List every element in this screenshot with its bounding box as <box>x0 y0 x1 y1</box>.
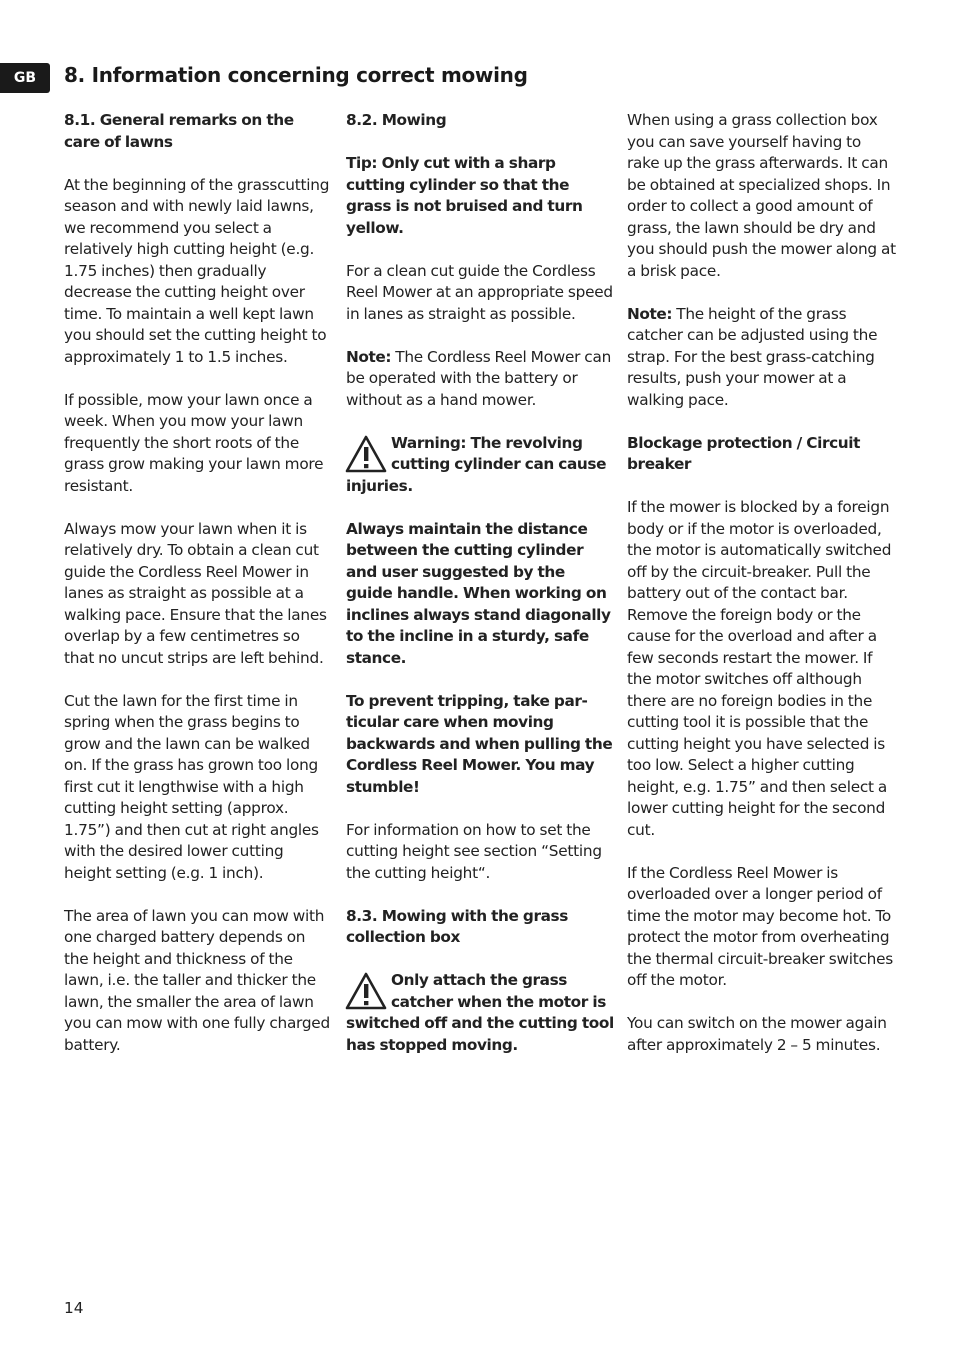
section-heading-8-1: 8.1. General remarks on the care of lawns <box>64 111 294 151</box>
warning-text: Only attach the grass catcher when the motor is switched off and the cutting tool has stopped moving. <box>346 971 614 1054</box>
note-label: Note: <box>627 304 673 323</box>
warning-block <box>346 433 614 498</box>
page-number: 14 <box>64 1299 84 1317</box>
safety-text: To prevent tripping, take par-ticular care when moving backwards and when pulling the Cordless Reel Mower. You may stumble! <box>346 691 613 796</box>
paragraph: For a clean cut guide the Cordless Reel Mower at an appropriate speed in lanes as straight as possible. <box>346 261 613 323</box>
safety-text: Always maintain the distance between the cutting cylinder and user suggested by the guide handle. When working on inclines always stand diagonally to the incline in a sturdy, safe stance. <box>346 519 611 667</box>
paragraph: Cut the lawn for the first time in spring when the grass begins to grow and the lawn can be walked on. If the grass has grown too long first cut it lengthwise with a high cutting height setting (approx. 1.75”) and then cut at right angles with the desired lower cutting height setting (e.g. 1 inch). <box>64 691 319 882</box>
language-badge: GB <box>0 63 50 93</box>
paragraph: At the beginning of the grasscutting season and with newly laid lawns, we recommend you select a relatively high cutting height (e.g. 1.75 inches) then gradually decrease the cutting height over time. To maintain a well kept lawn you should set the cutting height to approximately 1 to 1.5 inches. <box>64 175 330 366</box>
paragraph: For information on how to set the cutting height see section “Setting the cutting height“. <box>346 820 602 882</box>
warning-triangle-icon <box>345 970 387 1012</box>
column-1 <box>64 110 332 1078</box>
column-3 <box>627 110 897 1078</box>
note-text: The Cordless Reel Mower can be operated with the battery or without as a hand mower. <box>346 347 612 409</box>
page-title: 8. Information concerning correct mowing <box>64 63 528 87</box>
note-paragraph <box>627 304 897 412</box>
section-heading-8-3: 8.3. Mowing with the grass collection box <box>346 906 568 946</box>
note-paragraph <box>346 347 614 412</box>
warning-text: Warning: The revolving cutting cylinder can cause injuries. <box>346 433 607 495</box>
warning-triangle-icon <box>345 433 387 475</box>
section-heading-blockage: Blockage protection / Circuit breaker <box>627 433 861 473</box>
paragraph: If the mower is blocked by a foreign body or if the motor is overloaded, the motor is automatically switched off by the circuit-breaker. Pull the battery out of the contact bar. Remove the foreign body or the cause for the overload and after a few seconds restart the mower. If the motor switches off although there are no foreign bodies in the cutting tool it is possible that the cutting height you have selected is too low. Select a higher cutting height, e.g. 1.75” and then select a lower cutting height for the second cut. <box>627 498 892 839</box>
paragraph: The area of lawn you can mow with one charged battery depends on the height and thickness of the lawn, i.e. the taller and thicker the lawn, the smaller the area of lawn you can mow with one fully charged battery. <box>64 906 330 1054</box>
paragraph: If the Cordless Reel Mower is overloaded over a longer period of time the motor may become hot. To protect the motor from overheating the thermal circuit-breaker switches off the motor. <box>627 863 894 989</box>
section-heading-8-2: 8.2. Mowing <box>346 111 447 129</box>
tip-text: Tip: Only cut with a sharp cutting cylinder so that the grass is not bruised and turn yellow. <box>346 154 583 237</box>
paragraph: When using a grass collection box you can save yourself having to rake up the grass afterwards. It can be obtained at specialized shops. In order to collect a good amount of grass, the lawn should be dry and you should push the mower along at a brisk pace. <box>627 111 896 280</box>
paragraph: If possible, mow your lawn once a week. When you mow your lawn frequently the short roots of the grass grow making your lawn more resistant. <box>64 390 324 495</box>
paragraph: Always mow your lawn when it is relatively dry. To obtain a clean cut guide the Cordless Reel Mower in lanes as straight as possible at a walking pace. Ensure that the lanes overlap by a few centimetres so that no uncut strips are left behind. <box>64 519 327 667</box>
paragraph: You can switch on the mower again after approximately 2 – 5 minutes. <box>627 1014 887 1054</box>
note-text: The height of the grass catcher can be adjusted using the strap. For the best grass-catching results, push your mower at a walking pace. <box>627 304 878 409</box>
column-2 <box>346 110 614 1078</box>
warning-block <box>346 970 614 1056</box>
note-label: Note: <box>346 347 392 366</box>
